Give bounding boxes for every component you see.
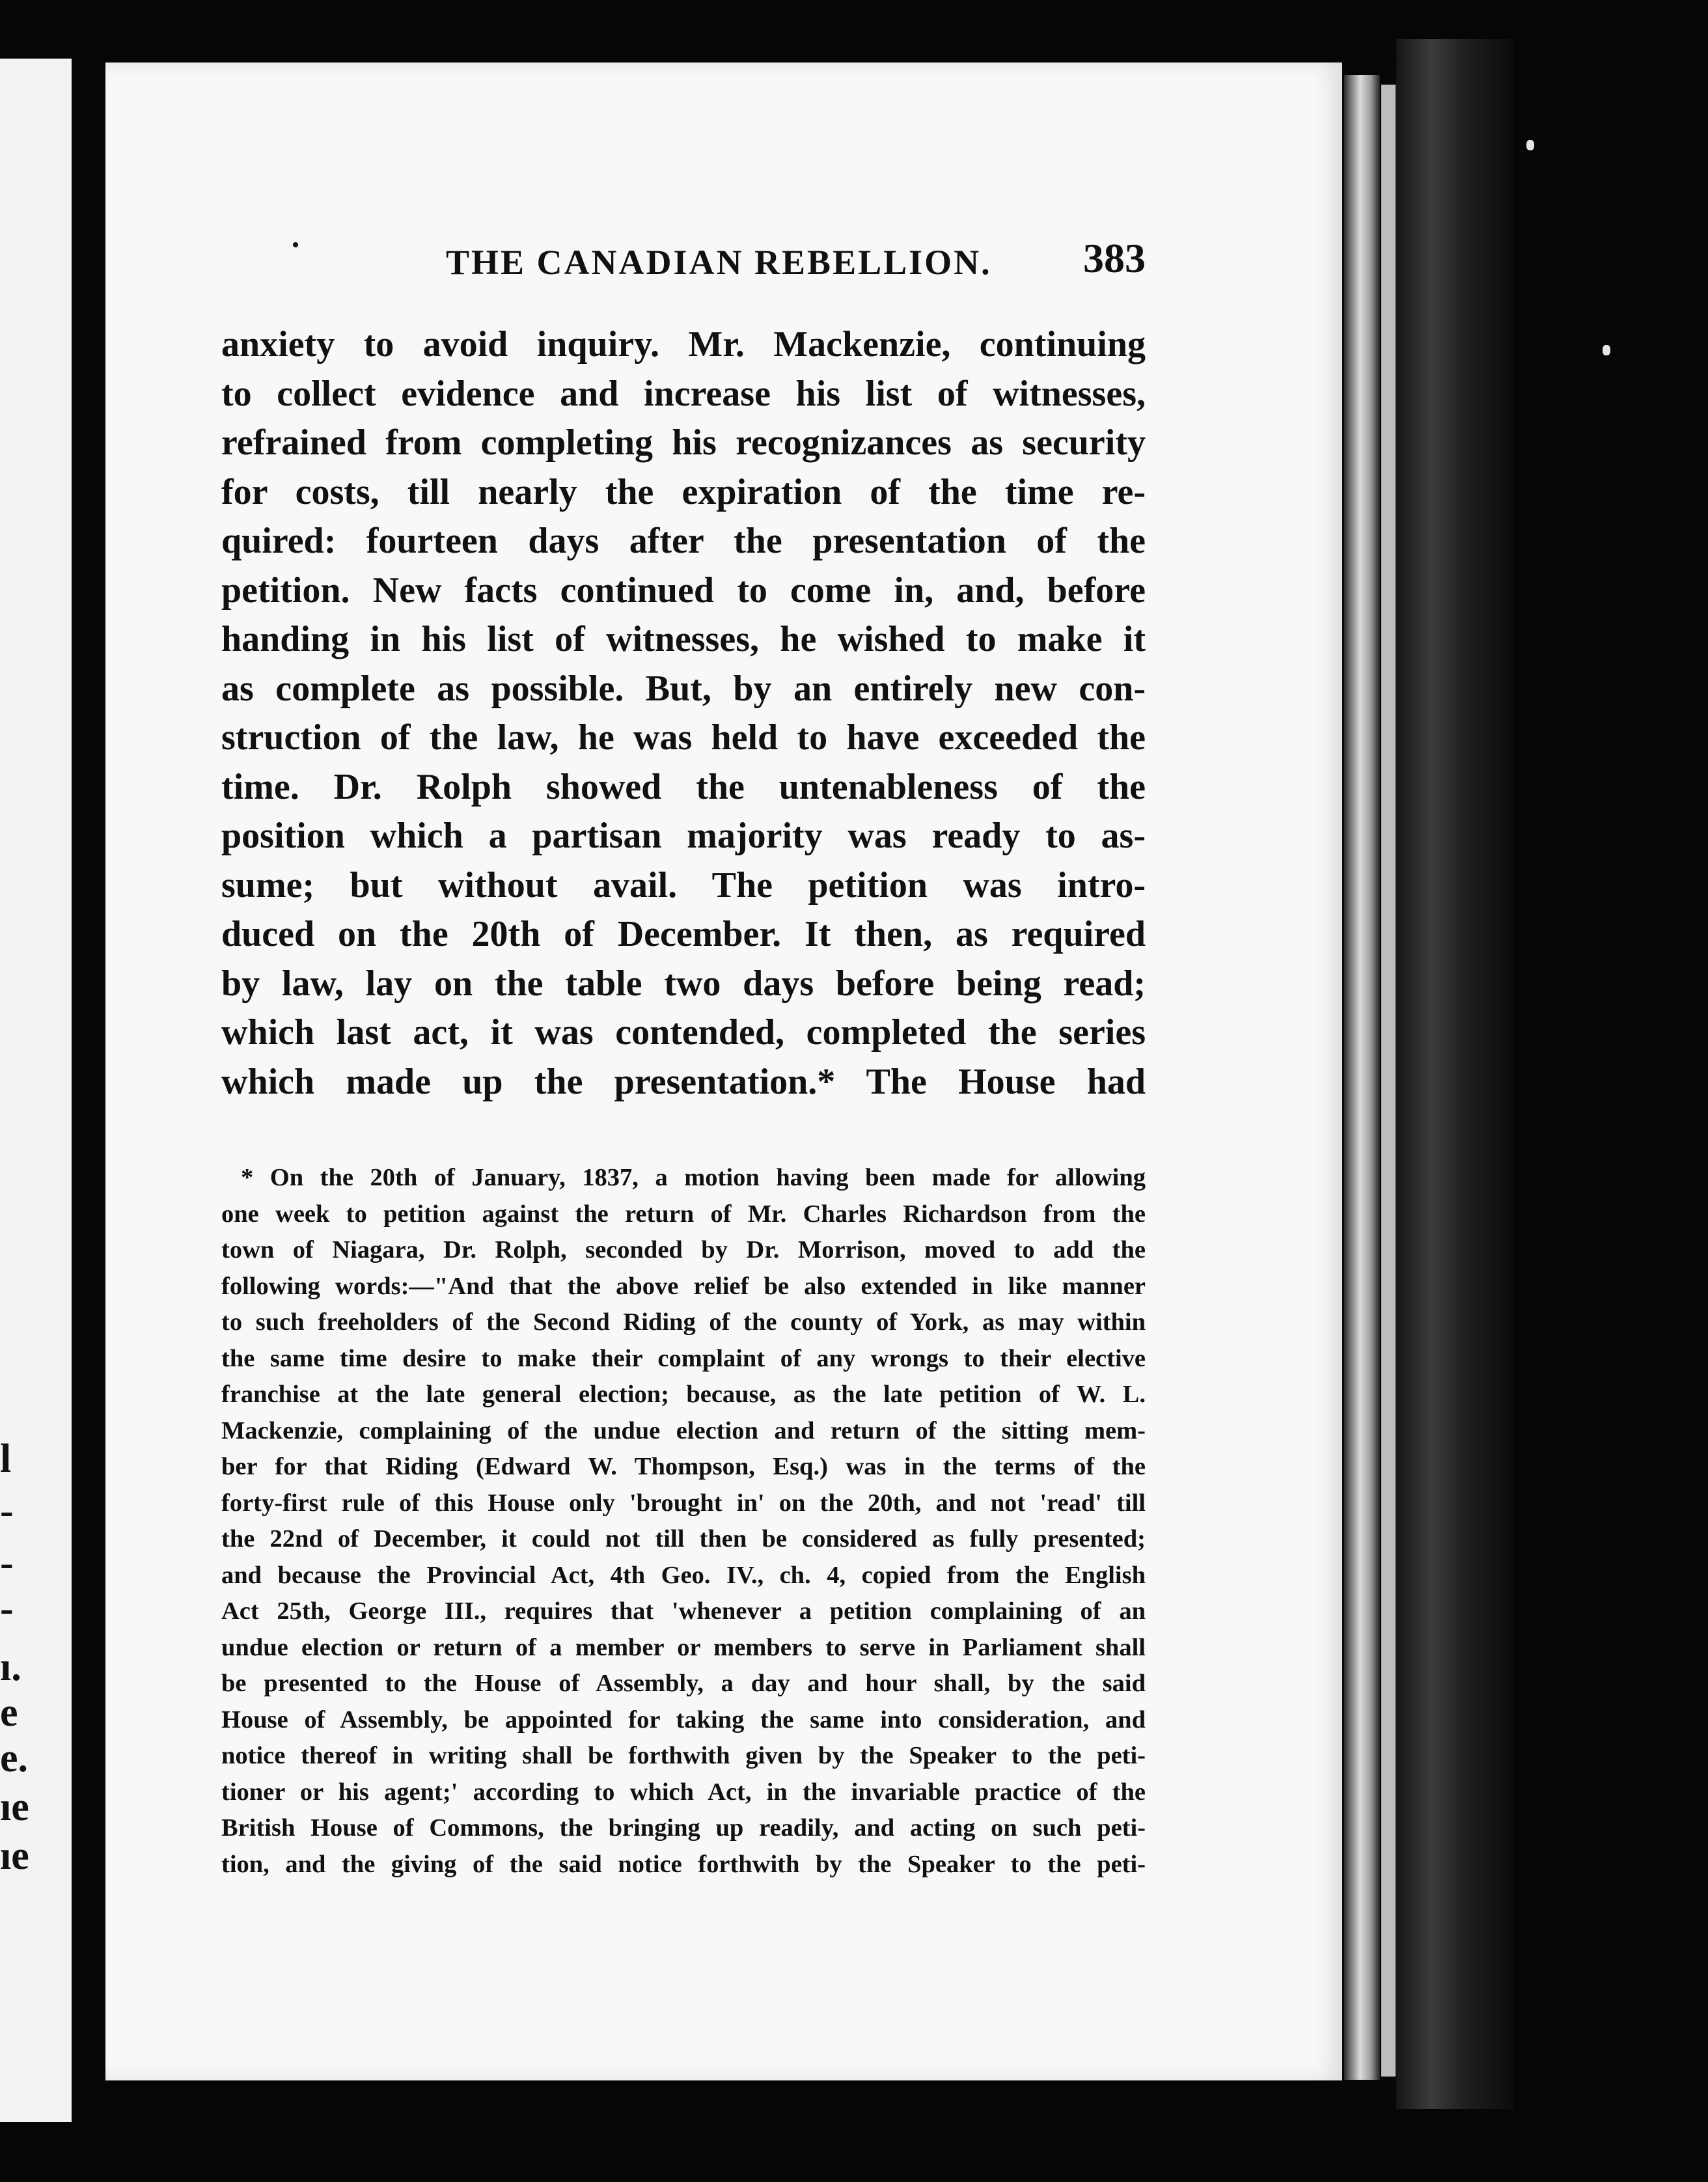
body-line: quired: fourteen days after the presentation of the (221, 521, 1146, 561)
footnote-line: the same time desire to make their complaint of any wrongs to their elective (221, 1344, 1146, 1372)
page-stack-edge (1344, 75, 1380, 2080)
running-title: THE CANADIAN REBELLION. (446, 243, 992, 282)
footnote-line: town of Niagara, Dr. Rolph, seconded by Dr. Morrison, moved to add the (221, 1236, 1146, 1264)
scan-speck (1526, 140, 1534, 150)
body-line: time. Dr. Rolph showed the untenableness of the (221, 766, 1146, 807)
facing-page-fragment: ı. (0, 1645, 21, 1689)
footnote-line: undue election or return of a member or members to serve in Parliament shall (221, 1633, 1146, 1661)
body-line: sume; but without avail. The petition was intro- (221, 864, 1146, 905)
footnote-line: Mackenzie, complaining of the undue election and return of the sitting mem- (221, 1416, 1146, 1444)
footnote-line: British House of Commons, the bringing up readily, and acting on such peti- (221, 1814, 1146, 1842)
book-block-edge (1396, 39, 1513, 2109)
body-line: by law, lay on the table two days before being read; (221, 963, 1146, 1004)
body-line: position which a partisan majority was ready to as- (221, 816, 1146, 856)
footnote-line: * On the 20th of January, 1837, a motion having been made for allowing (241, 1164, 1146, 1191)
footnote-line: tioner or his agent;' according to which Act, in the invariable practice of the (221, 1778, 1146, 1806)
body-line: petition. New facts continued to come in, and, before (221, 570, 1146, 611)
footnote-line: one week to petition against the return of Mr. Charles Richardson from the (221, 1200, 1146, 1228)
body-line: duced on the 20th of December. It then, as required (221, 914, 1146, 954)
footnote-line: franchise at the late general election; because, as the late petition of W. L. (221, 1381, 1146, 1408)
footnote-line: Act 25th, George III., requires that 'whenever a petition complaining of an (221, 1597, 1146, 1625)
footnote-line: tion, and the giving of the said notice forthwith by the Speaker to the peti- (221, 1850, 1146, 1878)
footnote-line: ber for that Riding (Edward W. Thompson, Esq.) was in the terms of the (221, 1453, 1146, 1480)
page-header (221, 235, 1146, 292)
page-number: 383 (1083, 235, 1146, 281)
body-line: anxiety to avoid inquiry. Mr. Mackenzie, continuing (221, 324, 1146, 365)
footnote-line: notice thereof in writing shall be forthwith given by the Speaker to the peti- (221, 1742, 1146, 1769)
body-line: to collect evidence and increase his list of witnesses, (221, 373, 1146, 414)
body-line: as complete as possible. But, by an entirely new con- (221, 668, 1146, 709)
body-line: which made up the presentation.* The House had (221, 1061, 1146, 1102)
body-line: for costs, till nearly the expiration of the time re- (221, 471, 1146, 512)
facing-page-fragment: l (0, 1437, 12, 1481)
footnote-line: following words:—"And that the above relief be also extended in like manner (221, 1272, 1146, 1300)
footnote-line: and because the Provincial Act, 4th Geo. IV., ch. 4, copied from the English (221, 1561, 1146, 1589)
body-line: handing in his list of witnesses, he wished to make it (221, 619, 1146, 659)
facing-page-fragment: - (0, 1489, 14, 1533)
page-stack-edge-inner (1381, 85, 1396, 2077)
facing-page-fragment: - (0, 1586, 14, 1631)
body-line: refrained from completing his recognizances as security (221, 422, 1146, 463)
facing-page-fragment: - (0, 1541, 14, 1585)
body-line: which last act, it was contended, completed the series (221, 1012, 1146, 1053)
footnote-line: be presented to the House of Assembly, a day and hour shall, by the said (221, 1670, 1146, 1697)
footnote-line: to such freeholders of the Second Riding of the county of York, as may within (221, 1308, 1146, 1336)
footnote-line: forty-first rule of this House only 'brought in' on the 20th, and not 'read' till (221, 1489, 1146, 1517)
footnote-line: the 22nd of December, it could not till then be considered as fully presented; (221, 1525, 1146, 1553)
body-line: struction of the law, he was held to have exceeded the (221, 717, 1146, 758)
body-paragraph (221, 320, 1146, 1107)
footnote-line: House of Assembly, be appointed for taking the same into consideration, and (221, 1706, 1146, 1733)
facing-page-fragment: e. (0, 1736, 29, 1780)
facing-page-fragment: e (0, 1691, 18, 1735)
facing-page-fragment: ıe (0, 1785, 29, 1829)
facing-page-fragment: ıe (0, 1834, 29, 1878)
footnote (221, 1160, 1146, 1883)
scan-speck (1603, 345, 1610, 355)
